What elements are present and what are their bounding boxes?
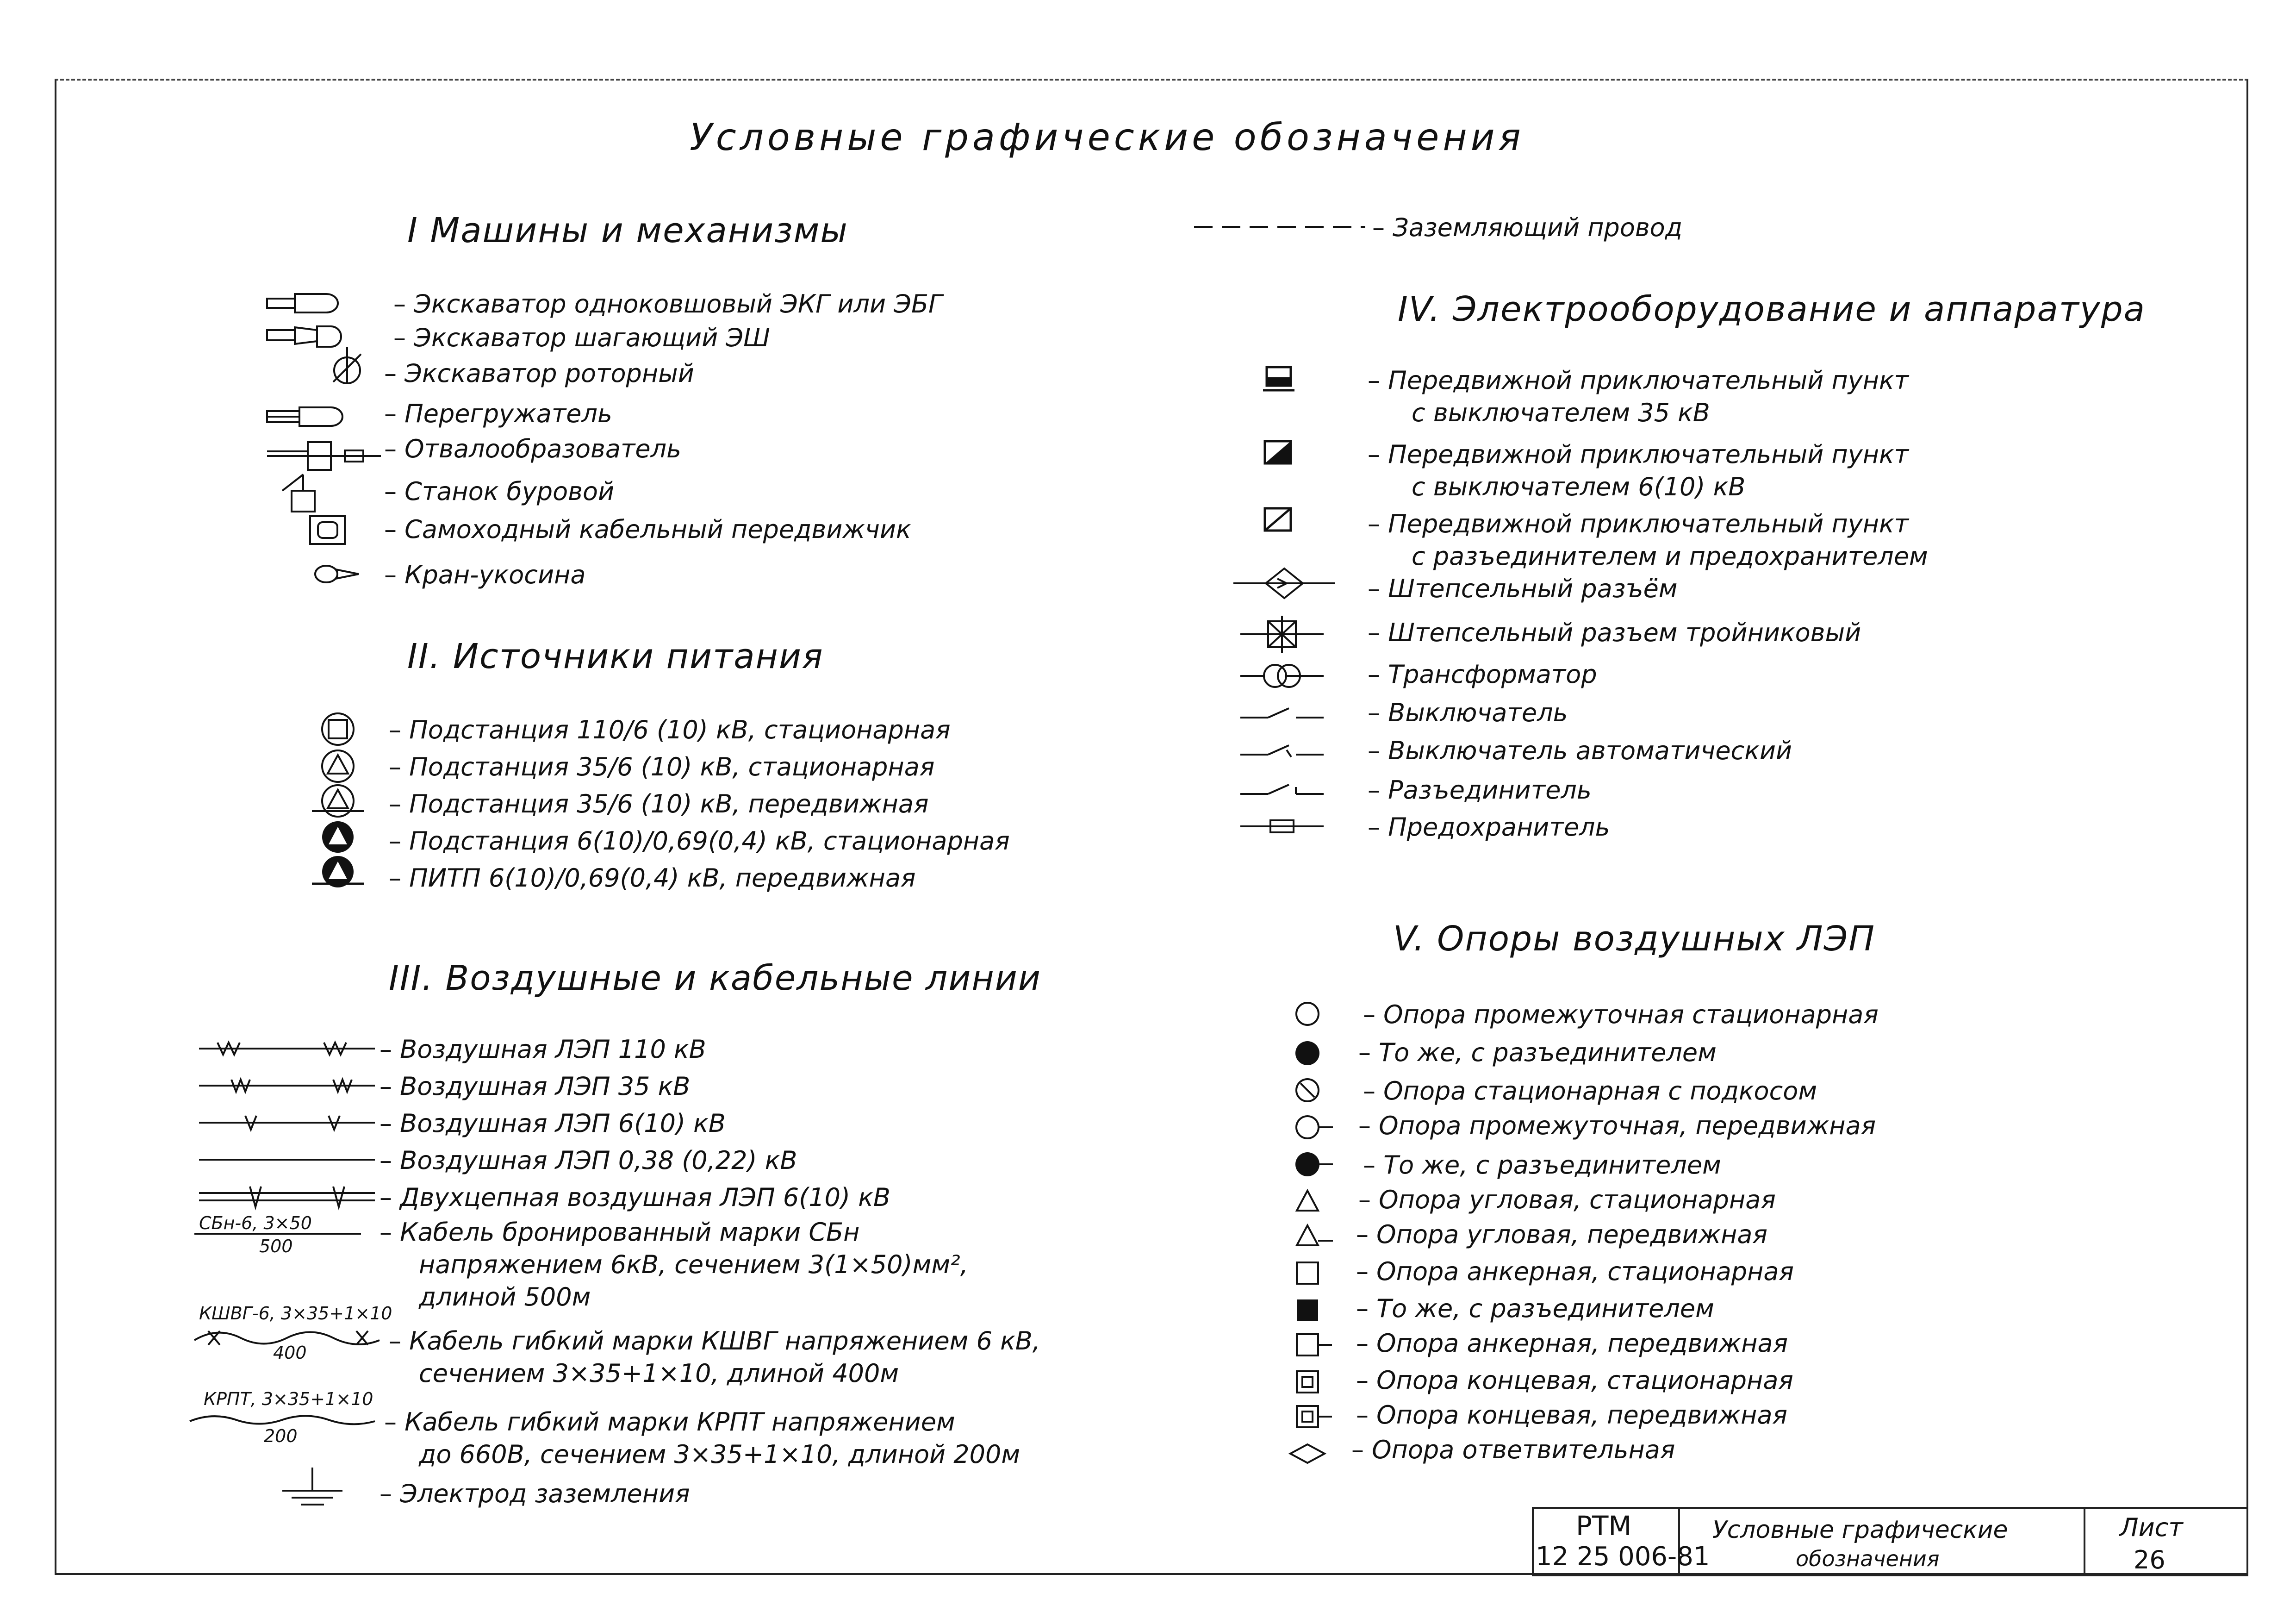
drilling-rig-icon	[278, 472, 333, 514]
cable-mover-icon	[308, 514, 349, 546]
title-block-code-line-1: РТМ	[1576, 1510, 1632, 1542]
disconnector-icon	[1240, 778, 1324, 801]
jib-crane-icon	[312, 560, 363, 588]
transformer-icon	[1240, 662, 1324, 690]
s3-item-2: – Воздушная ЛЭП 35 кВ	[380, 1072, 691, 1101]
s1-item-3: – Экскаватор роторный	[384, 359, 694, 388]
substation-35-icon	[319, 748, 356, 785]
cable2-label-bottom: 400	[273, 1343, 307, 1363]
s5-item-6: – Опора угловая, стационарная	[1358, 1185, 1776, 1214]
s1-item-4: – Перегружатель	[384, 399, 612, 428]
s4-item-10: – Предохранитель	[1368, 812, 1610, 842]
substation-35-mobile-icon	[310, 782, 366, 819]
pole-mobile-disconnector-icon	[1291, 1148, 1342, 1181]
title-block-code-line-2: 12 25 006-81	[1536, 1542, 1710, 1572]
ground-wire-text: – Заземляющий провод	[1372, 213, 1683, 242]
switching-point-disconnector-icon	[1261, 505, 1298, 537]
pole-terminal-icon	[1291, 1366, 1342, 1398]
s4-item-5: – Штепсельный разъем тройниковый	[1368, 618, 1861, 647]
s4-item-3-line-2: с разъединителем и предохранителем	[1412, 542, 1928, 571]
cable1-line-icon	[194, 1231, 361, 1236]
double-circuit-line-icon	[199, 1183, 375, 1211]
excavator-single-bucket-icon	[266, 289, 354, 317]
s5-item-2: – То же, с разъединителем	[1358, 1038, 1717, 1067]
pole-anchor-disconnector-icon	[1291, 1294, 1342, 1326]
pole-terminal-mobile-icon	[1291, 1400, 1342, 1433]
s3-item-3: – Воздушная ЛЭП 6(10) кВ	[380, 1109, 726, 1138]
cable1-label-bottom: 500	[259, 1236, 293, 1256]
cable2-desc-1: – Кабель гибкий марки КШВГ напряжением 6 кВ,	[389, 1326, 1040, 1355]
section-4-heading: IV. Электрооборудование и аппаратура	[1398, 289, 2146, 329]
pole-anchor-mobile-icon	[1291, 1329, 1342, 1361]
pole-intermediate-mobile-icon	[1291, 1111, 1342, 1143]
section-3-heading: III. Воздушные и кабельные линии	[389, 958, 1041, 998]
s1-item-7: – Самоходный кабельный передвижчик	[384, 515, 911, 544]
s2-item-4: – Подстанция 6(10)/0,69(0,4) кВ, стационарная	[389, 826, 1010, 856]
excavator-rotary-icon	[324, 345, 375, 387]
title-block-sheet-number: 26	[2134, 1545, 2165, 1574]
section-2-heading: II. Источники питания	[407, 637, 824, 676]
switch-icon	[1240, 701, 1324, 725]
fuse-icon	[1240, 815, 1324, 838]
s5-item-1: – Опора промежуточная стационарная	[1363, 1000, 1879, 1029]
ground-wire-icon	[1194, 222, 1365, 231]
s5-item-4: – Опора промежуточная, передвижная	[1358, 1111, 1876, 1140]
s5-item-12: – Опора концевая, передвижная	[1356, 1400, 1788, 1430]
s5-item-5: – То же, с разъединителем	[1363, 1150, 1721, 1180]
overhead-line-038-icon	[199, 1150, 375, 1169]
substation-6-icon	[319, 818, 356, 856]
pole-branch-icon	[1287, 1437, 1338, 1470]
pole-intermediate-icon	[1291, 998, 1342, 1030]
s3-item-5: – Двухцепная воздушная ЛЭП 6(10) кВ	[380, 1183, 890, 1212]
ground-electrode-text: – Электрод заземления	[380, 1479, 690, 1508]
s4-item-4: – Штепсельный разъём	[1368, 574, 1678, 603]
cable2-desc-2: сечением 3×35+1×10, длиной 400м	[419, 1359, 899, 1388]
s5-item-11: – Опора концевая, стационарная	[1356, 1366, 1793, 1395]
s2-item-5: – ПИТП 6(10)/0,69(0,4) кВ, передвижная	[389, 863, 916, 893]
cable3-line-icon	[190, 1410, 384, 1428]
cable1-desc-2: напряжением 6кВ, сечением 3(1×50)мм²,	[419, 1250, 968, 1279]
reloader-icon	[266, 403, 359, 431]
s2-item-2: – Подстанция 35/6 (10) кВ, стационарная	[389, 752, 935, 781]
page-title: Условные графические обозначения	[690, 116, 1524, 159]
s4-item-2-line-2: с выключателем 6(10) кВ	[1412, 472, 1746, 501]
s3-item-4: – Воздушная ЛЭП 0,38 (0,22) кВ	[380, 1146, 797, 1175]
s1-item-2: – Экскаватор шагающий ЭШ	[393, 323, 770, 352]
cable3-desc-2: до 660В, сечением 3×35+1×10, длиной 200м	[419, 1440, 1020, 1469]
s3-item-1: – Воздушная ЛЭП 110 кВ	[380, 1035, 706, 1064]
cable1-desc-3: длиной 500м	[419, 1282, 591, 1312]
cable1-label-top: СБн-6, 3×50	[199, 1213, 312, 1233]
pole-angle-icon	[1291, 1185, 1342, 1218]
cable2-label-top: КШВГ-6, 3×35+1×10	[199, 1303, 392, 1324]
cable3-label-bottom: 200	[264, 1426, 298, 1446]
pole-angle-mobile-icon	[1291, 1220, 1342, 1252]
title-block-name-line-2: обозначения	[1796, 1546, 1940, 1571]
ground-electrode-icon	[278, 1468, 347, 1514]
section-1-heading: I Машины и механизмы	[407, 211, 848, 250]
s5-item-10: – Опора анкерная, передвижная	[1356, 1329, 1788, 1358]
circuit-breaker-icon	[1240, 738, 1324, 762]
overhead-line-6-icon	[199, 1111, 375, 1134]
pitp-mobile-icon	[310, 853, 366, 890]
s1-item-6: – Станок буровой	[384, 477, 615, 506]
s4-item-7: – Выключатель	[1368, 698, 1568, 727]
s5-item-7: – Опора угловая, передвижная	[1356, 1220, 1767, 1249]
s4-item-6: – Трансформатор	[1368, 660, 1597, 689]
s5-item-3: – Опора стационарная с подкосом	[1363, 1076, 1817, 1106]
plug-tee-connector-icon	[1240, 616, 1324, 653]
switching-point-6-icon	[1261, 437, 1298, 470]
overhead-line-35-icon	[199, 1074, 375, 1097]
s1-item-1: – Экскаватор одноковшовый ЭКГ или ЭБГ	[393, 289, 943, 319]
spreader-icon	[266, 437, 382, 475]
cable1-desc-1: – Кабель бронированный марки СБн	[380, 1218, 860, 1247]
title-block-sheet-label: Лист	[2120, 1513, 2183, 1542]
s4-item-1-line-2: с выключателем 35 кВ	[1412, 398, 1710, 427]
title-block-name-line-1: Условные графические	[1712, 1516, 2008, 1544]
pole-disconnector-icon	[1291, 1037, 1342, 1069]
cable3-desc-1: – Кабель гибкий марки КРПТ напряжением	[384, 1407, 955, 1437]
s1-item-8: – Кран-укосина	[384, 560, 586, 589]
s2-item-3: – Подстанция 35/6 (10) кВ, передвижная	[389, 789, 929, 818]
section-5-heading: V. Опоры воздушных ЛЭП	[1393, 919, 1875, 959]
s5-item-13: – Опора ответвительная	[1351, 1435, 1675, 1464]
pole-strut-icon	[1291, 1074, 1342, 1106]
s2-item-1: – Подстанция 110/6 (10) кВ, стационарная	[389, 715, 951, 744]
substation-110-icon	[319, 711, 356, 748]
s1-item-5: – Отвалообразователь	[384, 434, 681, 463]
switching-point-35-icon	[1261, 363, 1298, 396]
s4-item-9: – Разъединитель	[1368, 775, 1592, 805]
s5-item-9: – То же, с разъединителем	[1356, 1294, 1714, 1323]
s4-item-3-line-1: – Передвижной приключательный пункт	[1368, 509, 1909, 538]
s5-item-8: – Опора анкерная, стационарная	[1356, 1257, 1794, 1286]
s4-item-1-line-1: – Передвижной приключательный пункт	[1368, 366, 1909, 395]
s4-item-2-line-1: – Передвижной приключательный пункт	[1368, 440, 1909, 469]
plug-connector-icon	[1233, 565, 1335, 602]
s4-item-8: – Выключатель автоматический	[1368, 736, 1792, 765]
pole-anchor-icon	[1291, 1257, 1342, 1289]
overhead-line-110-icon	[199, 1037, 375, 1060]
cable3-label-top: КРПТ, 3×35+1×10	[204, 1389, 373, 1409]
